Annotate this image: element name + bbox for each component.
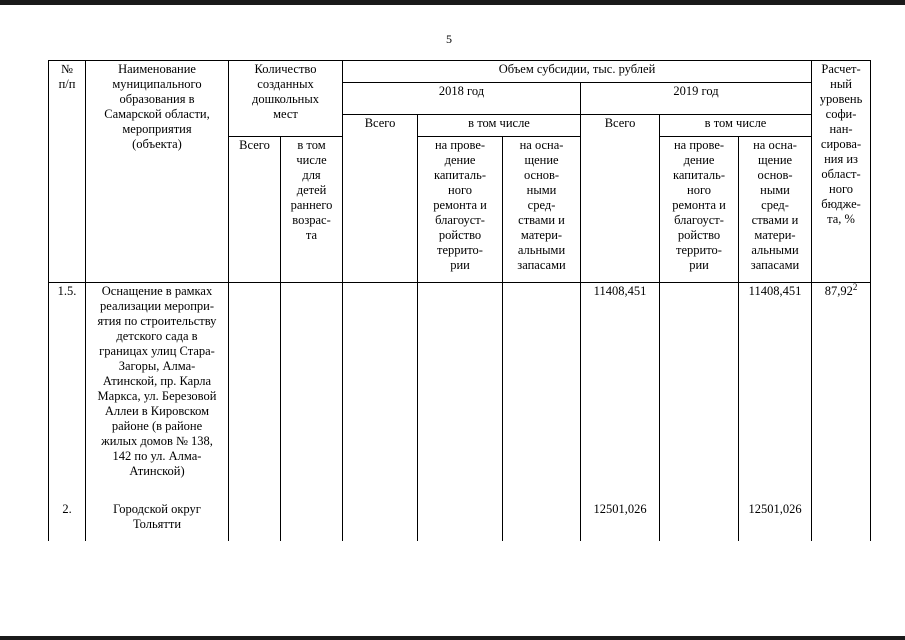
subsidy-table xyxy=(48,60,871,541)
cell-equipment-2018 xyxy=(503,283,581,501)
footnote-marker: 2 xyxy=(852,281,858,292)
cell-places-early-age xyxy=(281,501,343,541)
header-repair-2018: на прове- дение капиталь- ного ремонта и благоуст- ройство террито- рии xyxy=(418,137,503,283)
cell-repair-2018 xyxy=(418,501,503,541)
header-total-2019: Всего xyxy=(581,115,660,283)
row-name: Городской округ Тольятти xyxy=(86,501,229,541)
header-places-group: Количество созданных дошкольных мест xyxy=(229,61,343,137)
row-number: 1.5. xyxy=(49,283,86,501)
table-row xyxy=(49,501,871,541)
table-header xyxy=(49,61,871,283)
cell-total-2018 xyxy=(343,501,418,541)
header-equipment-2018: на осна- щение основ- ными сред- ствами и матери- альными запасами xyxy=(503,137,581,283)
header-places-early-age: в том числе для детей раннего возрас- та xyxy=(281,137,343,283)
header-subsidy-group: Объем субсидии, тыс. рублей xyxy=(343,61,812,83)
cell-equipment-2018 xyxy=(503,501,581,541)
header-including-2019: в том числе xyxy=(660,115,812,137)
cell-equipment-2019: 11408,451 xyxy=(739,283,812,501)
row-number: 2. xyxy=(49,501,86,541)
header-equipment-2019: на осна- щение основ- ными сред- ствами и матери- альными запасами xyxy=(739,137,812,283)
header-repair-2019: на прове- дение капиталь- ного ремонта и благоуст- ройство террито- рии xyxy=(660,137,739,283)
header-year-2019: 2019 год xyxy=(581,83,812,115)
table-row xyxy=(49,283,871,501)
cell-equipment-2019: 12501,026 xyxy=(739,501,812,541)
header-total-2018: Всего xyxy=(343,115,418,283)
cell-cofinancing-rate xyxy=(812,501,871,541)
row-name: Оснащение в рамках реализации меропри- ятия по строительству детского сада в границах улиц Стара- Загоры, Алма- Атинской, пр. Карла Маркса, ул. Березовой Аллеи в Кировском районе (в районе жилых домов № 138, 142 по ул. Алма- Атинской) xyxy=(86,283,229,501)
rate-value: 87,92 xyxy=(824,284,853,298)
cell-places-total xyxy=(229,501,281,541)
header-number: № п/п xyxy=(49,61,86,283)
cell-repair-2019 xyxy=(660,501,739,541)
page-number: 5 xyxy=(446,32,452,46)
cell-repair-2018 xyxy=(418,283,503,501)
header-cofinancing-rate: Расчет- ный уровень софи- нан- сирова- ния из област- ного бюдже- та, % xyxy=(812,61,871,283)
cell-repair-2019 xyxy=(660,283,739,501)
cell-places-early-age xyxy=(281,283,343,501)
header-places-total: Всего xyxy=(229,137,281,283)
cell-places-total xyxy=(229,283,281,501)
cell-total-2019: 12501,026 xyxy=(581,501,660,541)
top-border-line xyxy=(0,0,905,5)
cell-total-2019: 11408,451 xyxy=(581,283,660,501)
header-including-2018: в том числе xyxy=(418,115,581,137)
cell-cofinancing-rate xyxy=(812,283,871,501)
cell-total-2018 xyxy=(343,283,418,501)
bottom-border-line xyxy=(0,636,905,640)
header-name: Наименование муниципального образования в Самарской области, мероприятия (объекта) xyxy=(86,61,229,283)
header-year-2018: 2018 год xyxy=(343,83,581,115)
